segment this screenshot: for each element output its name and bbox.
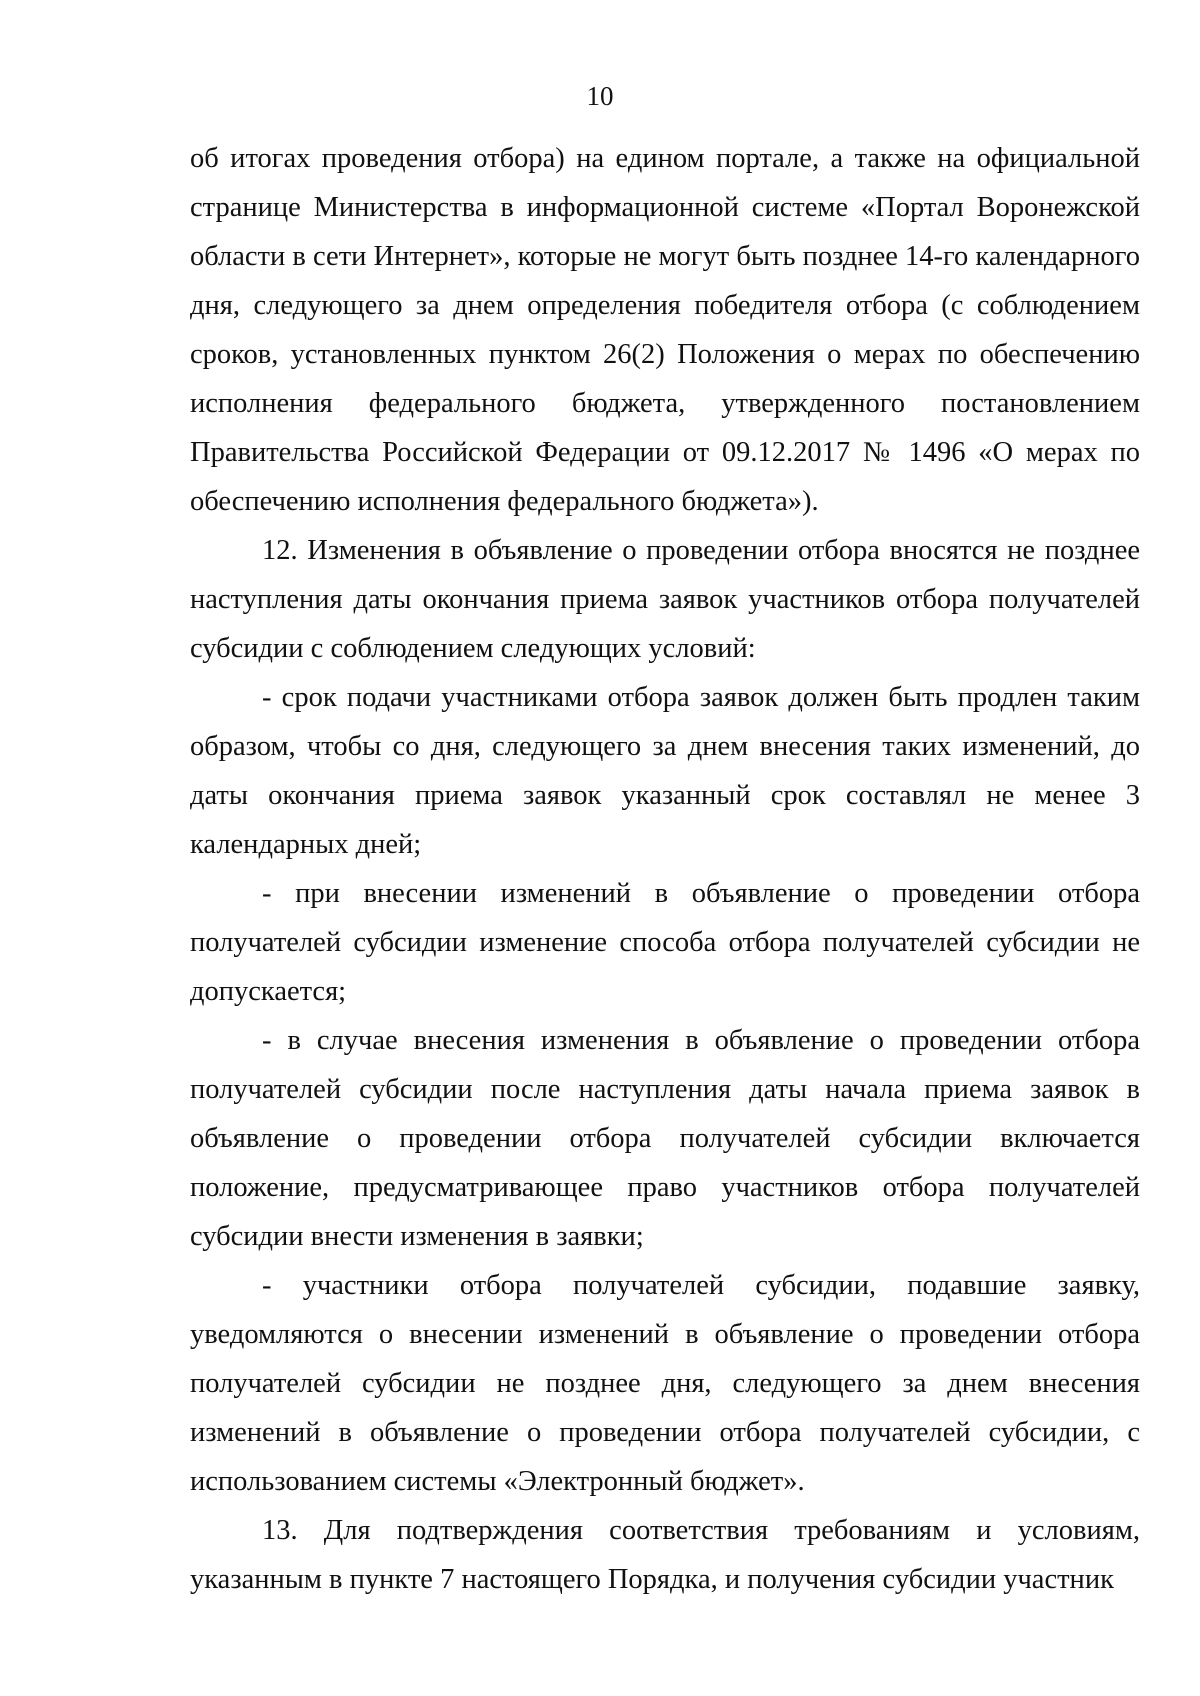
list-item-method-change: - при внесении изменений в объявление о проведении отбора получателей субсидии изменение способа отбора получателей субсидии не допускается; (190, 878, 1140, 1007)
document-body (190, 134, 1140, 1604)
paragraph-item-12: 12. Изменения в объявление о проведении отбора вносятся не позднее наступления даты окончания приема заявок участников отбора получателей субсидии с соблюдением следующих условий: (190, 535, 1140, 664)
list-item-participant-notification: - участники отбора получателей субсидии, подавшие заявку, уведомляются о внесении изменений в объявление о проведении отбора получателей субсидии не позднее дня, следующего за днем внесения изменений в объявление о проведении отбора получателей субсидии, с использованием системы «Электронный бюджет». (190, 1270, 1140, 1497)
list-item-application-changes: - в случае внесения изменения в объявление о проведении отбора получателей субсидии после наступления даты начала приема заявок в объявление о проведении отбора получателей субсидии включается положение, предусматривающее право участников отбора получателей субсидии внести изменения в заявки; (190, 1025, 1140, 1252)
list-item-deadline-extension: - срок подачи участниками отбора заявок должен быть продлен таким образом, чтобы со дня, следующего за днем внесения таких изменений, до даты окончания приема заявок указанный срок составлял не менее 3 календарных дней; (190, 682, 1140, 860)
page-number: 10 (586, 81, 614, 111)
paragraph-continuation: об итогах проведения отбора) на едином портале, а также на официальной странице Министерства в информационной системе «Портал Воронежской области в сети Интернет», которые не могут быть позднее 14-го календарного дня, следующего за днем определения победителя отбора (с соблюдением сроков, установленных пунктом 26(2) Положения о мерах по обеспечению исполнения федерального бюджета, утвержденного постановлением Правительства Российской Федерации от 09.12.2017 № 1496 «О мерах по обеспечению исполнения федерального бюджета»). (190, 143, 1140, 517)
paragraph-item-13: 13. Для подтверждения соответствия требованиям и условиям, указанным в пункте 7 настоящего Порядка, и получения субсидии участник (190, 1515, 1140, 1595)
